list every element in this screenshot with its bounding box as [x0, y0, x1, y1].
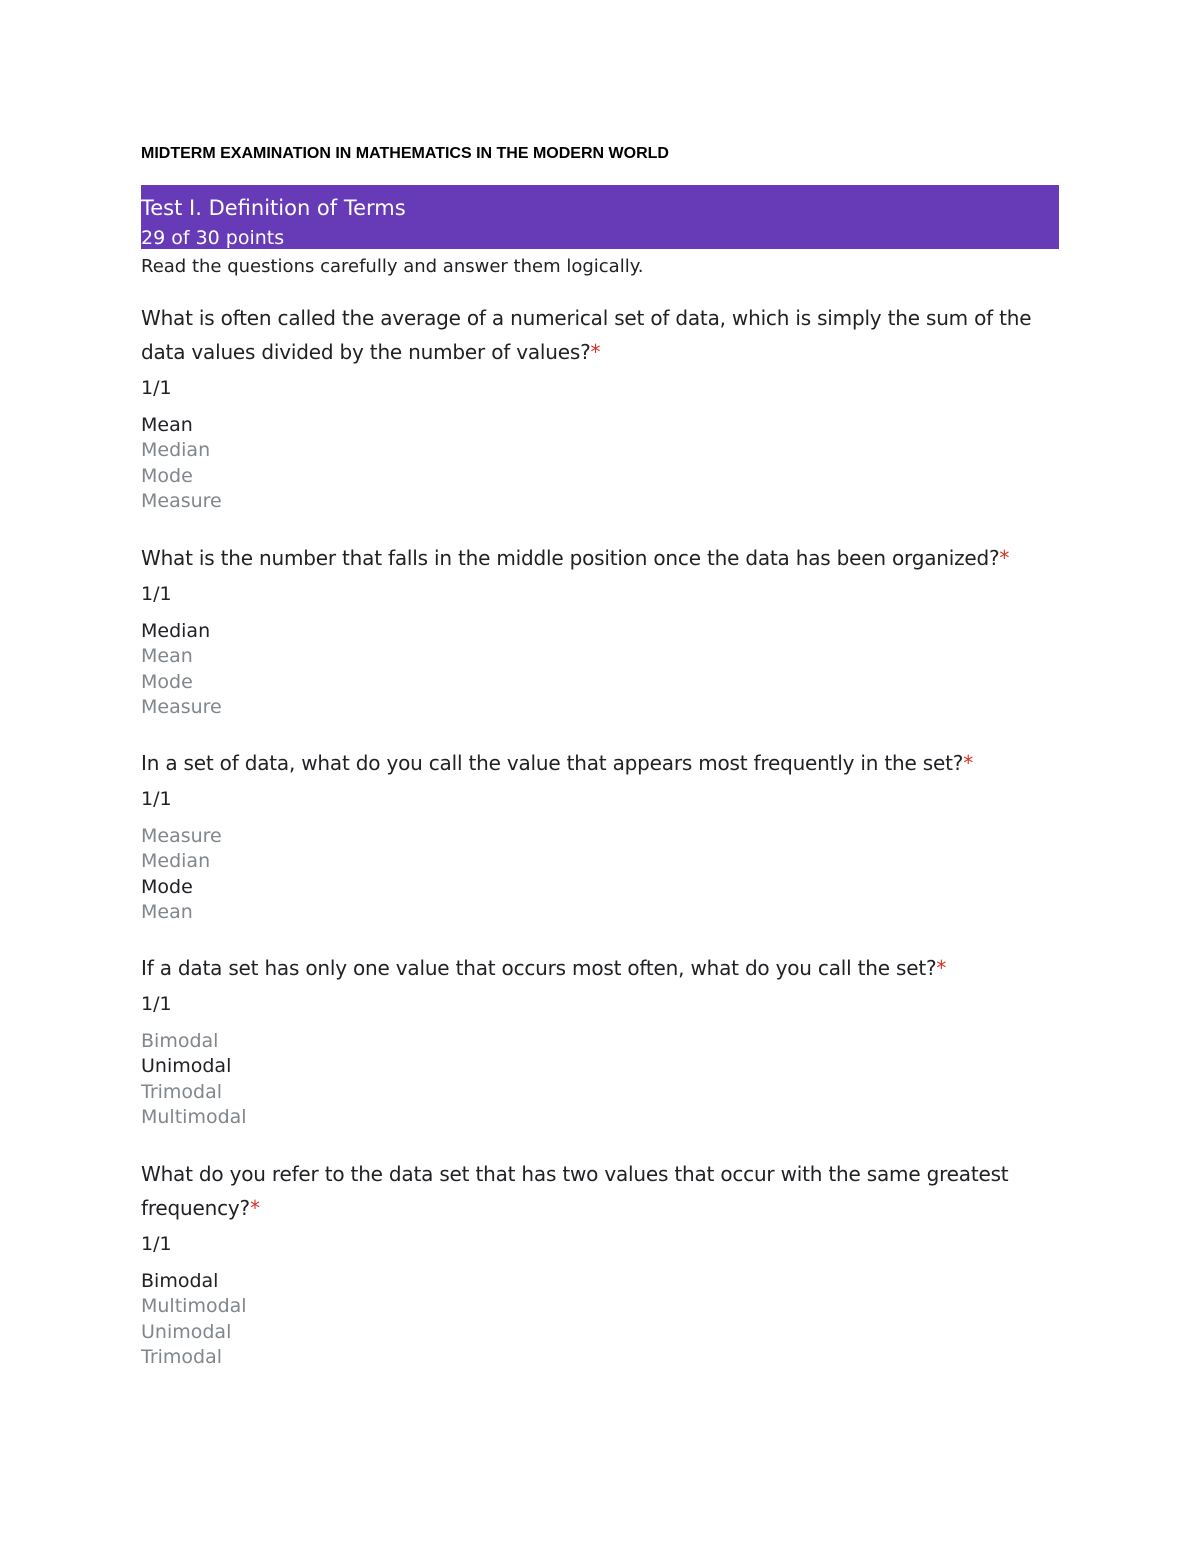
section-description: Read the questions carefully and answer them logically.	[141, 256, 644, 277]
option[interactable]: Median	[141, 850, 211, 873]
option-selected[interactable]: Unimodal	[141, 1055, 232, 1078]
required-asterisk: *	[249, 1196, 260, 1220]
question-1	[141, 301, 1059, 514]
question-5	[141, 1157, 1059, 1370]
question-score: 1/1	[141, 583, 172, 605]
option[interactable]: Multimodal	[141, 1295, 247, 1318]
document-title: MIDTERM EXAMINATION IN MATHEMATICS IN THE MODERN WORLD	[141, 145, 669, 162]
option[interactable]: Bimodal	[141, 1030, 219, 1052]
answer-options	[141, 1029, 1059, 1130]
answer-options	[141, 1269, 1059, 1370]
required-asterisk: *	[590, 340, 601, 364]
option[interactable]: Mean	[141, 645, 193, 668]
option-selected[interactable]: Median	[141, 620, 211, 642]
option-selected[interactable]: Bimodal	[141, 1270, 219, 1292]
option[interactable]: Measure	[141, 489, 222, 512]
option[interactable]: Median	[141, 439, 211, 462]
required-asterisk: *	[963, 751, 973, 775]
option[interactable]: Measure	[141, 825, 222, 847]
answer-options	[141, 413, 1059, 514]
question-text: What do you refer to the data set that has two values that occur with the same greatest frequency?*	[141, 1162, 1009, 1220]
option[interactable]: Unimodal	[141, 1320, 232, 1343]
question-text: What is often called the average of a numerical set of data, which is simply the sum of the data values divided by the number of values?*	[141, 306, 1032, 364]
option[interactable]: Mode	[141, 464, 193, 487]
question-score: 1/1	[141, 1233, 172, 1255]
section-title: Test I. Definition of Terms	[141, 196, 406, 220]
option[interactable]: Trimodal	[141, 1345, 223, 1368]
option-selected[interactable]: Mode	[141, 875, 193, 898]
option[interactable]: Multimodal	[141, 1105, 247, 1128]
question-score: 1/1	[141, 993, 172, 1015]
question-score: 1/1	[141, 377, 172, 399]
required-asterisk: *	[936, 956, 947, 980]
option[interactable]: Mean	[141, 900, 193, 923]
question-text: In a set of data, what do you call the value that appears most frequently in the set?*	[141, 751, 973, 775]
option[interactable]: Measure	[141, 695, 222, 718]
question-score: 1/1	[141, 788, 172, 810]
option[interactable]: Trimodal	[141, 1080, 223, 1103]
question-text: What is the number that falls in the middle position once the data has been organized?*	[141, 546, 1010, 570]
answer-options	[141, 824, 1059, 925]
required-asterisk: *	[999, 546, 1010, 570]
question-4	[141, 951, 1059, 1130]
answer-options	[141, 619, 1059, 720]
question-3	[141, 746, 1059, 925]
option[interactable]: Mode	[141, 670, 193, 693]
question-text: If a data set has only one value that occurs most often, what do you call the set?*	[141, 956, 947, 980]
question-2	[141, 541, 1059, 720]
option-selected[interactable]: Mean	[141, 414, 193, 436]
section-points: 29 of 30 points	[141, 227, 285, 249]
